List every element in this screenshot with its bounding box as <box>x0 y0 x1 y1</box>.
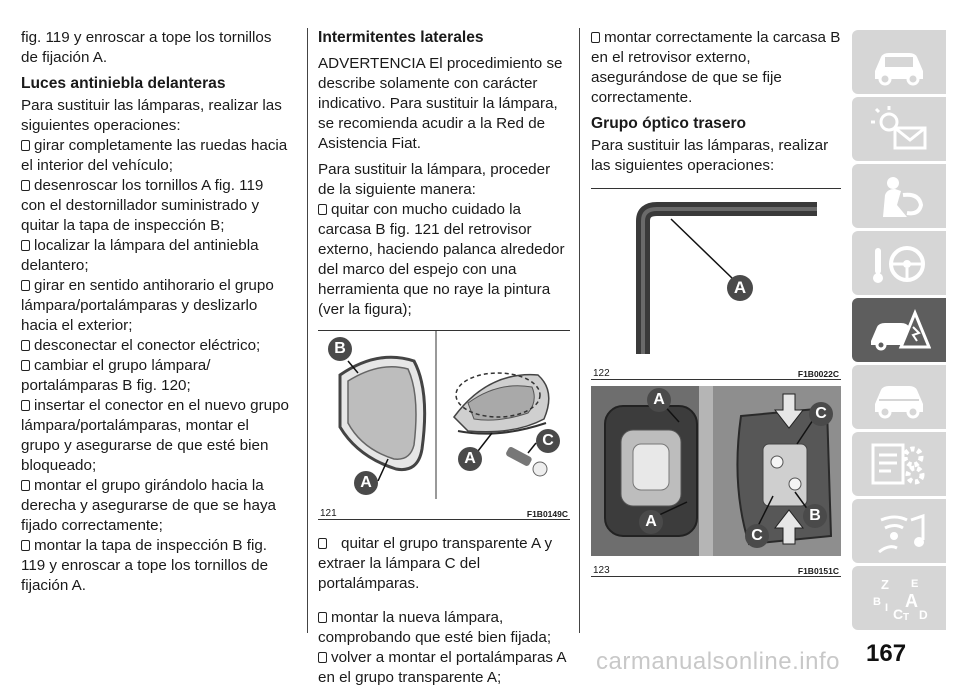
list-item: montar la nueva lámpara, comprobando que esté bien fijada; <box>318 609 552 646</box>
bullet-icon <box>21 360 30 371</box>
bullet-icon <box>21 400 30 411</box>
callout-label: A <box>458 447 482 471</box>
tool-illustration <box>591 189 841 379</box>
list-item: desenroscar los tornillos A fig. 119 con el destornillador suministrado y quitar la tapa de inspección B; <box>21 177 264 234</box>
column-divider <box>307 28 308 633</box>
tab-dashboard[interactable] <box>852 30 946 94</box>
section-heading: Luces antiniebla delanteras <box>21 75 226 92</box>
index-letter: T <box>903 612 910 623</box>
index-letter: B <box>873 596 881 608</box>
bullet-icon <box>21 540 30 551</box>
starting-driving-icon <box>867 238 931 288</box>
index-letter: D <box>919 608 928 622</box>
list-item: montar la tapa de inspección B fig. 119 y enroscar a tope los tornillos de fijación A. <box>21 537 269 594</box>
bullet-icon <box>318 204 327 215</box>
list-item: localizar la lámpara del antiniebla delantero; <box>21 237 259 274</box>
figure-caption <box>591 561 841 576</box>
mirror-illustration <box>318 331 570 519</box>
tab-safety[interactable] <box>852 164 946 228</box>
column-2 <box>318 28 570 688</box>
index-letter: I <box>885 602 889 614</box>
bullet-icon <box>318 538 327 549</box>
bullet-icon <box>21 240 30 251</box>
figure-code: F1B0149C <box>526 509 568 519</box>
dashboard-car-icon <box>867 37 931 87</box>
list-item: cambiar el grupo lámpara/ portalámparas B fig. 120; <box>21 357 211 394</box>
figure-number: 123 <box>593 565 610 576</box>
tab-starting-driving[interactable] <box>852 231 946 295</box>
callout-label: A <box>727 275 753 301</box>
tab-warning-lights[interactable] <box>852 97 946 161</box>
list-item: montar correctamente la carcasa B en el retrovisor externo, asegurándose de que se fije correctamente. <box>591 29 841 106</box>
figure-number: 121 <box>320 508 337 519</box>
tab-multimedia[interactable] <box>852 499 946 563</box>
warning-paragraph: ADVERTENCIA El procedimiento se describe solamente con carácter indicativo. Para sustituir la lámpara, se recomienda acudir a la Red de Asistencia Fiat. <box>318 55 563 152</box>
list-item: girar completamente las ruedas hacia el interior del vehículo; <box>21 137 288 174</box>
list-item: volver a montar el portalámparas A en el grupo transparente A; <box>318 649 566 686</box>
multimedia-icon <box>867 506 931 556</box>
list-item: quitar el grupo transparente A y extraer la lámpara C del portalámparas. <box>318 535 553 592</box>
chapter-tabs <box>852 30 946 633</box>
tab-maintenance[interactable] <box>852 365 946 429</box>
section-heading: Intermitentes laterales <box>318 29 484 46</box>
index-letter: Z <box>881 577 889 592</box>
tab-index[interactable] <box>852 566 946 630</box>
list-item: quitar con mucho cuidado la carcasa B fig. 121 del retrovisor externo, haciendo palanca alrededor del marco del espejo con una herramienta que no raye la pintura (ver la figura); <box>318 201 565 318</box>
figure-code: F1B0022C <box>797 369 839 379</box>
callout-label: C <box>745 524 769 548</box>
index-letter: A <box>905 591 918 611</box>
index-icon <box>867 573 931 623</box>
bullet-icon <box>21 480 30 491</box>
index-letter: E <box>911 578 919 590</box>
figure-caption <box>318 504 570 519</box>
tab-technical-data[interactable] <box>852 432 946 496</box>
bullet-icon <box>591 32 600 43</box>
paragraph: Para sustituir las lámparas, realizar las siguientes operaciones: <box>591 137 829 174</box>
bullet-icon <box>21 180 30 191</box>
list-item: desconectar el conector eléctrico; <box>21 336 291 356</box>
maintenance-car-icon <box>867 372 931 422</box>
bullet-icon <box>318 652 327 663</box>
index-letter: C <box>893 606 904 622</box>
bullet-icon <box>21 280 30 291</box>
paragraph: Para sustituir las lámparas, realizar las siguientes operaciones: <box>21 97 282 134</box>
figure-code: F1B0151C <box>797 566 839 576</box>
warning-lights-icon <box>867 104 931 154</box>
taillight-illustration <box>591 386 841 576</box>
column-divider <box>579 28 580 633</box>
column-3 <box>591 28 841 577</box>
callout-label: C <box>809 402 833 426</box>
watermark-text: carmanualsonline.info <box>596 648 840 675</box>
callout-label: A <box>647 388 671 412</box>
list-item: girar en sentido antihorario el grupo lámpara/portalámparas y deslizarlo hacia el exterior; <box>21 277 274 334</box>
figure-number: 122 <box>593 368 610 379</box>
page-number: 167 <box>866 640 907 667</box>
bullet-icon <box>318 612 327 623</box>
callout-label: B <box>803 504 827 528</box>
callout-label: C <box>536 429 560 453</box>
bullet-icon <box>21 340 30 351</box>
callout-label: A <box>639 510 663 534</box>
bullet-icon <box>21 140 30 151</box>
callout-label: A <box>354 471 378 495</box>
list-item: montar el grupo girándolo hacia la derecha y asegurarse de que se haya fijado correctamente; <box>21 477 276 534</box>
tab-emergency[interactable] <box>852 298 946 362</box>
figure-121 <box>318 330 570 520</box>
technical-data-icon <box>867 439 931 489</box>
figure-123 <box>591 386 841 577</box>
column-1 <box>21 28 291 596</box>
figure-caption <box>591 364 841 379</box>
bullet-list <box>21 136 291 596</box>
paragraph: fig. 119 y enroscar a tope los tornillos de fijación A. <box>21 29 272 66</box>
figure-122 <box>591 188 841 380</box>
section-heading: Grupo óptico trasero <box>591 115 747 132</box>
paragraph: Para sustituir la lámpara, proceder de la siguiente manera: <box>318 161 551 198</box>
callout-label: B <box>328 337 352 361</box>
list-item: insertar el conector en el nuevo grupo lámpara/portalámparas, montar el grupo y asegurarse de que esté bien bloqueado; <box>21 397 289 474</box>
emergency-icon <box>867 305 931 355</box>
safety-airbag-icon <box>867 171 931 221</box>
